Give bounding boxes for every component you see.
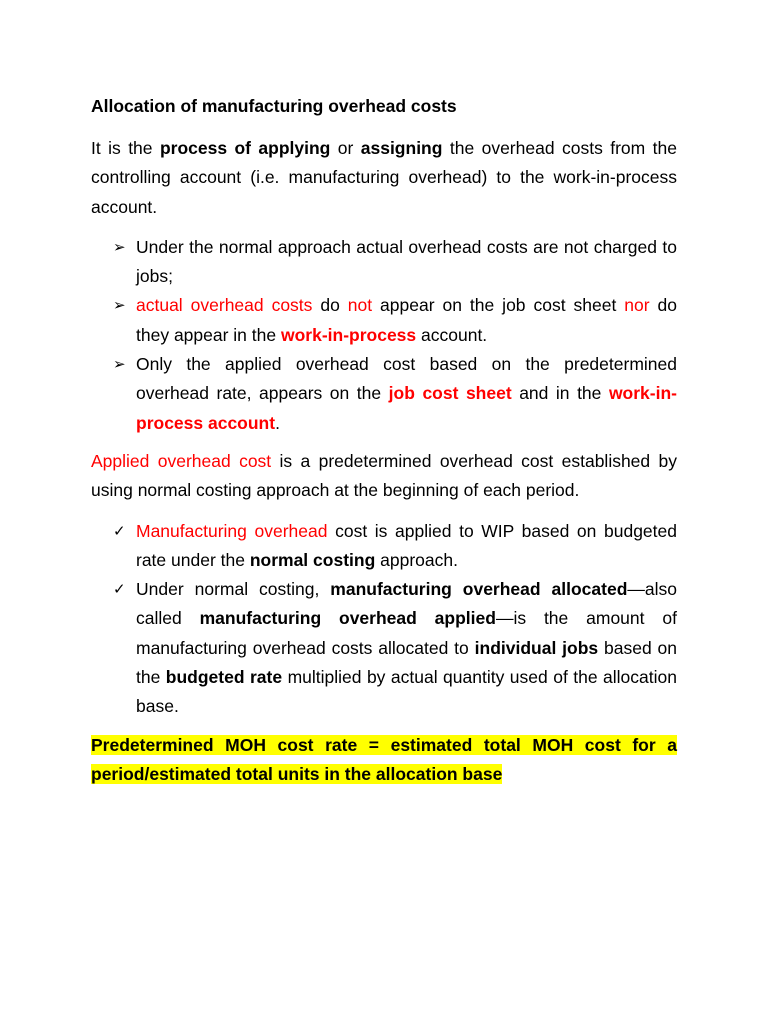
bold-text: normal costing — [249, 549, 376, 570]
list-item-text: do — [312, 295, 348, 316]
red-text: nor — [624, 295, 650, 316]
list-item — [91, 517, 677, 576]
document-heading: Allocation of manufacturing overhead costs — [91, 96, 457, 116]
list-item — [91, 233, 677, 292]
arrowhead-bullet-icon: ➢ — [113, 355, 126, 374]
intro-bold-process: process of applying — [159, 138, 331, 158]
intro-paragraph — [91, 134, 677, 222]
list-item — [91, 350, 677, 438]
list-item-text: Under normal costing, — [136, 579, 331, 600]
intro-text: or — [330, 138, 361, 158]
list-item-text: approach. — [375, 549, 458, 570]
arrowhead-bullet-icon: ➢ — [113, 296, 126, 315]
list-item-text: Under the normal approach actual overhead costs are not charged to jobs; — [136, 236, 677, 287]
highlighted-formula: Predetermined MOH cost rate = estimated total MOH cost for a period/estimated total units in the allocation base — [91, 734, 677, 784]
document-page — [91, 93, 677, 789]
bold-text: individual jobs — [474, 637, 599, 658]
intro-text: the overhead costs from the controlling account (i.e. manufacturing overhead) to the work-in-process account. — [91, 138, 677, 217]
applied-overhead-paragraph — [91, 447, 677, 506]
list-item-text: —is the amount of manufacturing overhead costs allocated to — [136, 608, 677, 658]
intro-bold-assigning: assigning — [360, 138, 443, 158]
list-item-text: and in the — [511, 383, 609, 404]
list-item-text: . — [275, 412, 280, 433]
bold-text: manufacturing overhead applied — [199, 608, 496, 629]
red-text: not — [347, 295, 373, 316]
red-text: Manufacturing overhead — [136, 520, 328, 541]
checkmark-bullet-icon: ✓ — [113, 521, 126, 540]
list-item-text: appear on the job cost sheet — [372, 295, 625, 316]
arrowhead-bullet-icon: ➢ — [113, 237, 126, 256]
list-item — [91, 575, 677, 721]
list-item-text: Only the applied overhead cost based on the predetermined overhead rate, appears on the — [136, 354, 677, 404]
list-item-text: multiplied by actual quantity used of the allocation base. — [136, 667, 677, 717]
list-item — [91, 291, 677, 350]
list-item-text: cost is applied to WIP based on budgeted rate under the — [136, 520, 677, 570]
check-bullet-list — [91, 517, 677, 722]
formula-paragraph — [91, 731, 677, 790]
red-bold-text: job cost sheet — [388, 383, 512, 404]
intro-text: It is the — [91, 138, 160, 158]
red-bold-text: work-in-process — [280, 324, 417, 345]
list-item-text: account. — [416, 324, 488, 345]
paragraph-text: is a predetermined overhead cost established by using normal costing approach at the beginning of each period. — [91, 450, 677, 501]
bold-text: budgeted rate — [165, 667, 283, 688]
red-text: actual overhead costs — [136, 295, 313, 316]
red-bold-text: work-in-process account — [136, 383, 677, 433]
list-item-text: —also called — [136, 579, 677, 629]
checkmark-bullet-icon: ✓ — [113, 580, 126, 599]
list-item-text: based on the — [136, 637, 678, 688]
red-text: Applied overhead cost — [91, 450, 272, 471]
bold-text: manufacturing overhead allocated — [330, 579, 628, 600]
list-item-text: do they appear in the — [136, 295, 677, 345]
arrow-bullet-list — [91, 233, 677, 438]
